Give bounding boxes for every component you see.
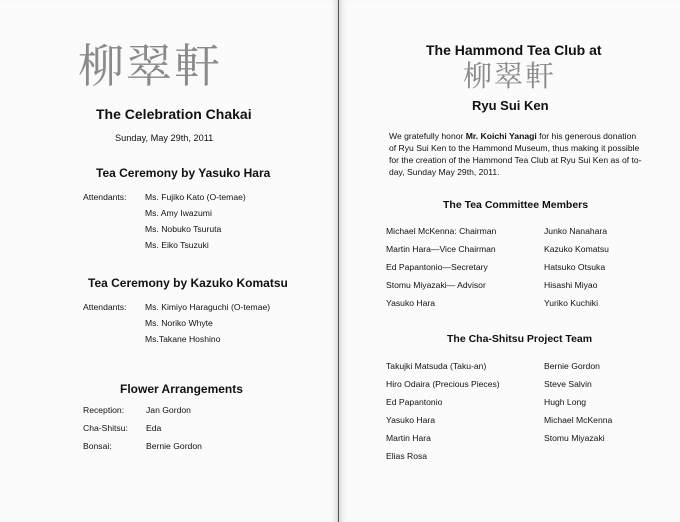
committee-member: Hatsuko Otsuka [544, 262, 606, 272]
left-page [0, 0, 339, 522]
club-subtitle: Ryu Sui Ken [472, 98, 549, 113]
ceremony1-label: Attendants: [83, 192, 127, 202]
committee-heading: The Tea Committee Members [443, 199, 589, 211]
committee-member: Stomu Miyazaki— Advisor [386, 280, 486, 290]
event-date: Sunday, May 29th, 2011 [115, 133, 214, 143]
flower-arranger: Bernie Gordon [146, 441, 202, 451]
project-member: Hiro Odaira (Precious Pieces) [386, 379, 500, 389]
project-member: Yasuko Hara [386, 415, 436, 425]
dedication-paragraph [389, 130, 654, 178]
ceremony2-heading: Tea Ceremony by Kazuko Komatsu [88, 276, 288, 290]
project-member: Steve Salvin [544, 379, 592, 389]
project-member: Takujki Matsuda (Taku-an) [386, 361, 487, 371]
dedication-line: of Ryu Sui Ken to the Hammond Museum, thus making it possible [389, 143, 640, 153]
flower-arranger: Jan Gordon [146, 405, 191, 415]
ceremony2-label: Attendants: [83, 302, 127, 312]
flower-label: Reception: [83, 405, 125, 415]
logo-kanji-small: 柳翠軒 [463, 59, 557, 93]
attendant-name: Ms. Nobuko Tsuruta [145, 224, 222, 234]
attendant-name: Ms. Kimiyo Haraguchi (O-temae) [145, 302, 271, 312]
project-heading: The Cha-Shitsu Project Team [447, 333, 593, 345]
dedication-line: for the creation of the Hammond Tea Club at Ryu Sui Ken as of to- [389, 155, 642, 165]
committee-member: Ed Papantonio—Secretary [386, 262, 488, 272]
dedication-line: day, Sunday May 29th, 2011. [389, 167, 500, 177]
project-member: Ed Papantonio [386, 397, 443, 407]
flower-arranger: Eda [146, 423, 162, 433]
dedication-line: We gratefully honor Mr. Koichi Yanagi for his generous donation [389, 131, 637, 141]
project-member: Elias Rosa [386, 451, 428, 461]
project-member: Stomu Miyazaki [544, 433, 605, 443]
event-title: The Celebration Chakai [96, 106, 252, 122]
flower-label: Bonsai: [83, 441, 112, 451]
ceremony1-heading: Tea Ceremony by Yasuko Hara [96, 166, 271, 180]
club-title: The Hammond Tea Club at [426, 42, 602, 58]
committee-member: Yuriko Kuchiki [544, 298, 598, 308]
project-member: Michael McKenna [544, 415, 613, 425]
attendant-name: Ms. Fujiko Kato (O-temae) [145, 192, 246, 202]
project-member: Martin Hara [386, 433, 431, 443]
attendant-name: Ms. Noriko Whyte [145, 318, 213, 328]
attendant-name: Ms.Takane Hoshino [145, 334, 221, 344]
project-member: Bernie Gordon [544, 361, 600, 371]
committee-member: Martin Hara—Vice Chairman [386, 244, 496, 254]
committee-member: Junko Nanahara [544, 226, 608, 236]
committee-member: Yasuko Hara [386, 298, 436, 308]
committee-member: Hisashi Miyao [544, 280, 598, 290]
right-page [339, 0, 680, 522]
flowers-heading: Flower Arrangements [120, 382, 243, 396]
attendant-name: Ms. Eiko Tsuzuki [145, 240, 209, 250]
committee-member: Kazuko Komatsu [544, 244, 609, 254]
project-member: Hugh Long [544, 397, 587, 407]
logo-kanji: 柳翠軒 [78, 39, 222, 93]
flower-label: Cha-Shitsu: [83, 423, 128, 433]
committee-member: Michael McKenna: Chairman [386, 226, 497, 236]
attendant-name: Ms. Amy Iwazumi [145, 208, 212, 218]
